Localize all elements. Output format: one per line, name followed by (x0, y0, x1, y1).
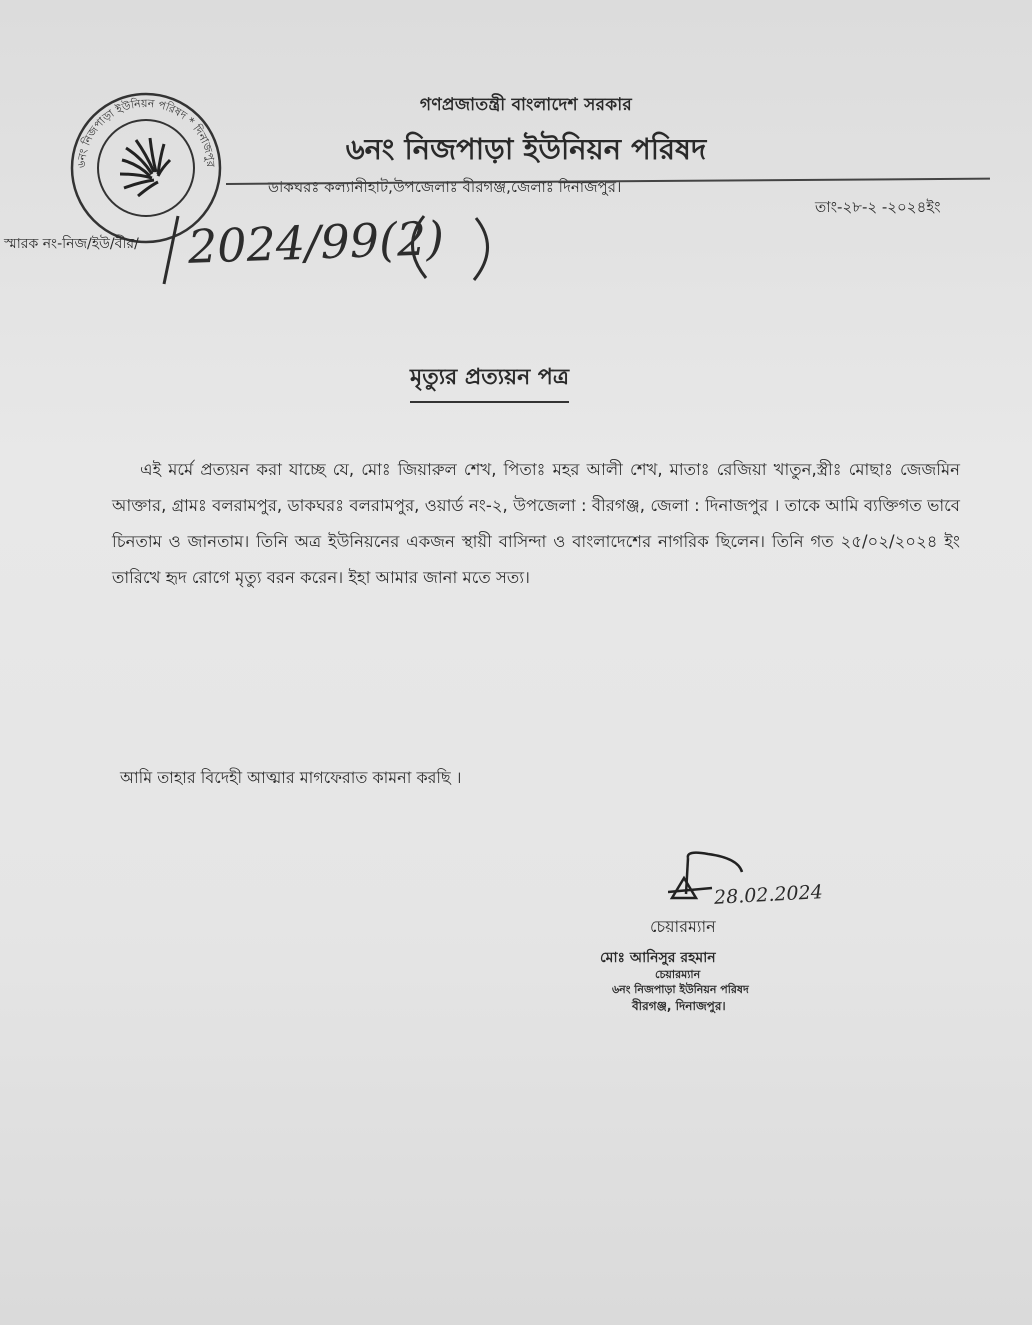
issue-date: তাং-২৮-২ -২০২৪ইং (815, 198, 941, 216)
stamp-union-name: ৬নং নিজপাড়া ইউনিয়ন পরিষদ (612, 983, 749, 996)
seal-text: ৬নং নিজপাড়া ইউনিয়ন পরিষদ * দিনাজপুর (74, 96, 218, 169)
union-name-heading: ৬নং নিজপাড়া ইউনিয়ন পরিষদ (345, 132, 707, 166)
chairman-designation: চেয়ারম্যান (650, 917, 716, 936)
reference-label: স্মারক নং-নিজ/ইউ/বীর/ (4, 236, 139, 252)
stamp-chairman-name: মোঃ আনিসুর রহমান (600, 950, 716, 966)
handwritten-reference-number (158, 196, 518, 288)
handwritten-reference-text: 2024/99(2) (187, 210, 445, 274)
certificate-body-text: এই মর্মে প্রত্যয়ন করা যাচ্ছে যে, মোঃ জিয়ারুল শেখ, পিতাঃ মহর আলী শেখ, মাতাঃ রেজিয়া খাতুন,স্ত্রীঃ মোছাঃ জেজমিন আক্তার, গ্রামঃ বলরামপুর, ডাকঘরঃ বলরামপুর, ওয়ার্ড নং-২, উপজেলা : বীরগঞ্জ, জেলা : দিনাজপুর । তাকে আমি ব্যক্তিগত ভাবে চিনতাম ও জানতাম। তিনি অত্র ইউনিয়নের একজন স্থায়ী বাসিন্দা ও বাংলাদেশের নাগরিক ছিলেন। তিনি গত ২৫/০২/২০২৪ ইং তারিখে হৃদ রোগে মৃত্যু বরন করেন। ইহা আমার জানা মতে সত্য। (112, 460, 960, 587)
government-heading: গণপ্রজাতন্ত্রী বাংলাদেশ সরকার (419, 95, 633, 115)
closing-prayer: আমি তাহার বিদেহী আত্মার মাগফেরাত কামনা করছি । (120, 768, 462, 787)
certificate-body (112, 452, 960, 596)
union-address: ডাকঘরঃ কল্যানীহাট,উপজেলাঃ বীরগঞ্জ,জেলাঃ দিনাজপুর। (268, 178, 622, 196)
signature-date: 28.02.2024 (713, 881, 824, 909)
stamp-title: চেয়ারম্যান (655, 968, 701, 981)
certificate-title: মৃত্যুর প্রত্যয়ন পত্র (410, 360, 569, 403)
stamp-location: বীরগঞ্জ, দিনাজপুর। (632, 999, 726, 1013)
